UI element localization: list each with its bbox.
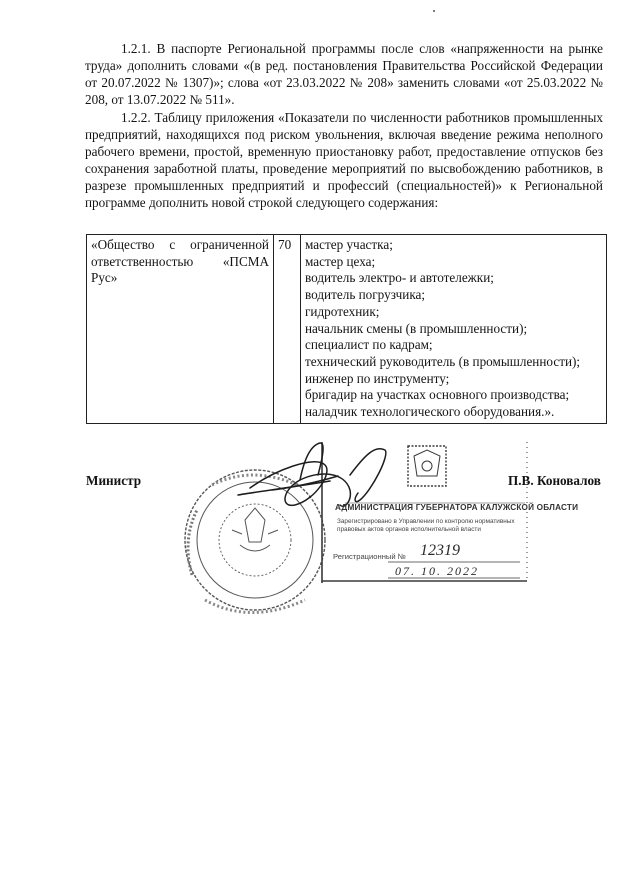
profession-item: водитель электро- и автотележки; bbox=[305, 270, 494, 286]
registration-label: Регистрационный № bbox=[333, 552, 406, 561]
registration-number: 12319 bbox=[420, 542, 460, 559]
official-seal bbox=[185, 470, 325, 613]
registration-department: АДМИНИСТРАЦИЯ ГУБЕРНАТОРА КАЛУЖСКОЙ ОБЛАСТИ bbox=[335, 503, 579, 512]
registration-date: 07. 10. 2022 bbox=[395, 564, 479, 578]
profession-item: инженер по инструменту; bbox=[305, 370, 450, 386]
profession-item: мастер цеха; bbox=[305, 253, 376, 269]
paragraph-1-text: В паспорте Региональной программы после слов «напряженности на рынке труда» дополнить словами «(в ред. постановления Правительства Российской Федерации от 20.07.2022 № 1307)»; слова «от 23.03.2022 № 208» заменить словами «от 25.03.2022 № 208, от 13.07.2022 № 511». bbox=[85, 41, 603, 107]
profession-item: мастер участка; bbox=[305, 237, 393, 252]
profession-item: технический руководитель (в промышленности); bbox=[305, 353, 581, 369]
profession-item: бригадир на участках основного производства; bbox=[305, 387, 570, 403]
registration-note: Зарегистрировано в Управлении по контролю нормативных правовых актов органов исполнительной власти bbox=[337, 518, 515, 534]
paragraph-2-text: Таблицу приложения «Показатели по численности работников промышленных предприятий, находящихся под риском увольнения, включая введение режима неполного рабочего времени, простой, временную приостановку работ, предоставление отпусков без сохранения заработной платы, проведение мероприятий по высвобождению работников, в разрезе промышленных предприятий и профессий (специальностей)» к Региональной программе дополнить новой строкой следующего содержания: bbox=[85, 110, 604, 210]
profession-item: начальник смены (в промышленности); bbox=[305, 320, 528, 336]
profession-item: водитель погрузчика; bbox=[305, 287, 426, 303]
profession-item: специалист по кадрам; bbox=[305, 337, 433, 353]
paragraph-1-number: 1.2.1. bbox=[121, 41, 151, 56]
paragraph-2-number: 1.2.2. bbox=[121, 110, 151, 125]
profession-item: наладчик технологического оборудования.». bbox=[305, 404, 555, 420]
registration-stamp-frame bbox=[322, 442, 527, 583]
signatory-position: Министр bbox=[86, 473, 142, 488]
count-cell: 70 bbox=[274, 235, 301, 424]
profession-item: гидротехник; bbox=[305, 303, 380, 319]
signatory-name: П.В. Коновалов bbox=[508, 473, 601, 488]
organization-cell: «Общество с ограниченной ответственностью «ПСМА Рус» bbox=[87, 235, 274, 424]
